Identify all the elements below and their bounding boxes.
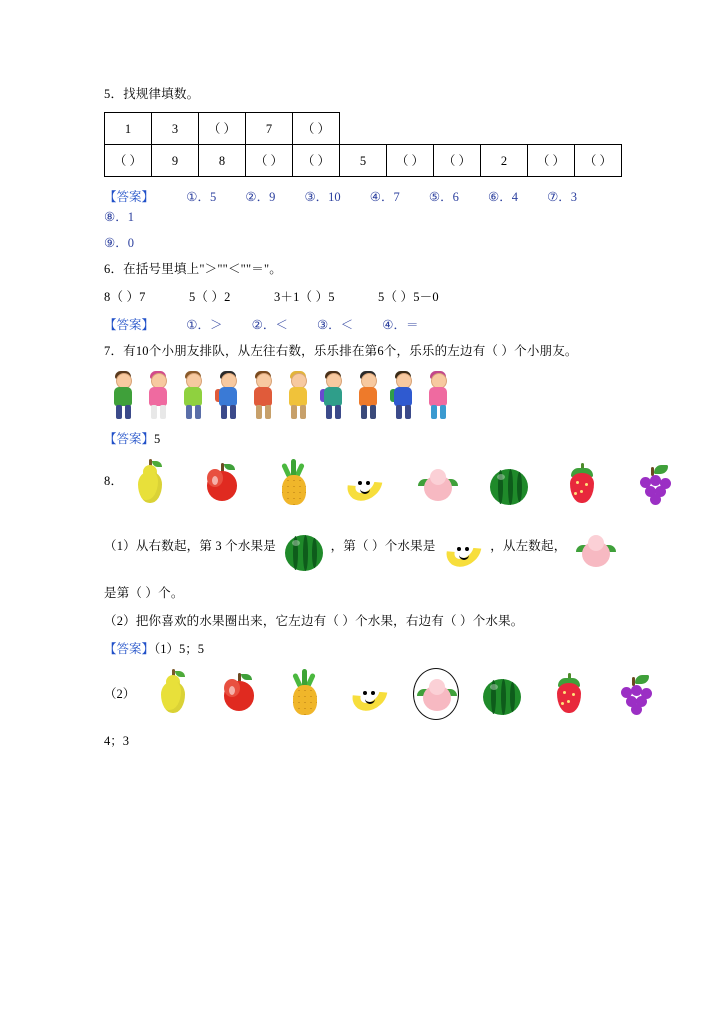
answer-item: ④．7 — [369, 190, 400, 204]
answer-item: ⑦．3 — [547, 190, 578, 204]
answer-tag: 【答案】 — [104, 318, 155, 332]
answer-tag: 【答案】 — [104, 432, 155, 446]
q6-item[interactable]: 5（ ）5－0 — [378, 290, 439, 304]
table-cell[interactable]: （ ） — [528, 145, 575, 177]
banana-icon — [441, 525, 485, 569]
answer-item: ②．＜ — [251, 318, 288, 332]
grapes-icon — [611, 669, 657, 717]
answer-item: ⑥．4 — [487, 190, 518, 204]
question-8-fruit-row-2 — [149, 665, 657, 721]
answer-item: ③．＜ — [316, 318, 354, 332]
table-cell[interactable]: （ ） — [293, 113, 340, 145]
answer-value: （1）5；5 — [154, 642, 205, 656]
banana-icon — [342, 459, 388, 507]
table-cell: 2 — [481, 145, 528, 177]
peach-icon — [572, 525, 616, 569]
peach-icon — [414, 459, 460, 507]
strawberry-icon — [558, 459, 604, 507]
table-cell[interactable]: （ ） — [199, 113, 246, 145]
table-cell[interactable]: （ ） — [434, 145, 481, 177]
answer-tag: 【答案】 — [104, 642, 155, 656]
watermelon-icon — [281, 525, 325, 569]
circled-fruit — [413, 669, 459, 717]
answer-item: ④．＝ — [382, 318, 419, 332]
table-cell: 7 — [246, 113, 293, 145]
answer-2-label: （2） — [104, 687, 136, 701]
question-7-answer — [104, 429, 624, 449]
question-7-title: 7．有10个小朋友排队，从左往右数，乐乐排在第6个，乐乐的左边有（ ）个小朋友。 — [104, 344, 578, 358]
question-8-sub1 — [104, 525, 624, 569]
question-8-sub1-cont[interactable]: 是第（ ）个。 — [104, 586, 184, 600]
apple-icon — [198, 459, 244, 507]
circle-mark-icon — [413, 668, 459, 720]
question-6-items — [104, 287, 624, 307]
grapes-icon — [630, 459, 676, 507]
table-cell[interactable]: （ ） — [105, 145, 152, 177]
banana-icon — [347, 669, 393, 717]
table-cell: 8 — [199, 145, 246, 177]
q6-item[interactable]: 3＋1（ ）5 — [273, 290, 335, 304]
answer-item: ⑨．0 — [104, 236, 134, 250]
pear-icon — [126, 459, 172, 507]
question-8-title: 8． — [104, 474, 124, 488]
question-6-answer — [104, 315, 624, 335]
table-cell[interactable]: （ ） — [293, 145, 340, 177]
table-cell: 3 — [152, 113, 199, 145]
q6-item[interactable]: 8（ ）7 — [104, 290, 146, 304]
pear-icon — [149, 669, 195, 717]
question-8-sub2[interactable]: （2）把你喜欢的水果圈出来，它左边有（ ）个水果，右边有（ ）个水果。 — [104, 614, 524, 628]
kid-figure — [423, 371, 453, 421]
question-5-table-row2 — [104, 144, 622, 177]
table-cell[interactable]: （ ） — [575, 145, 622, 177]
kid-figure — [143, 371, 173, 421]
q8-sub1-text-2[interactable]: ，第（ ）个水果是 — [330, 538, 436, 553]
answer-value: 5 — [154, 432, 161, 446]
document-content — [104, 84, 624, 751]
question-6-title: 6．在括号里填上"＞""＜""＝"。 — [104, 262, 282, 276]
pineapple-icon — [270, 459, 316, 507]
answer-tag: 【答案】 — [104, 190, 155, 204]
q8-sub1-text-3: ，从左数起， — [490, 538, 567, 553]
question-5-answer-line-2 — [104, 233, 624, 253]
kid-figure — [178, 371, 208, 421]
answer-item: ⑧．1 — [104, 210, 134, 224]
table-cell: 1 — [105, 113, 152, 145]
answer-item: ①．5 — [186, 190, 217, 204]
kids-illustration — [108, 369, 624, 421]
kid-figure — [353, 371, 383, 421]
kid-figure — [213, 371, 243, 421]
answer-item: ⑤．6 — [428, 190, 459, 204]
question-5-table-row1 — [104, 112, 340, 145]
question-5-answer-line-1 — [104, 187, 624, 227]
question-8-answer-2 — [104, 665, 624, 721]
answer-item: ①．＞ — [186, 318, 223, 332]
question-5-title: 5．找规律填数。 — [104, 87, 200, 101]
question-8-answer-1 — [104, 639, 624, 659]
table-cell: 5 — [340, 145, 387, 177]
answer-item: ②．9 — [245, 190, 276, 204]
question-8-answer-tail: 4；3 — [104, 734, 130, 748]
kid-figure — [108, 371, 138, 421]
apple-icon — [215, 669, 261, 717]
answer-item: ③．10 — [304, 190, 341, 204]
kid-figure — [318, 371, 348, 421]
watermelon-icon — [479, 669, 525, 717]
table-cell: 9 — [152, 145, 199, 177]
watermelon-icon — [486, 459, 532, 507]
kid-figure — [388, 371, 418, 421]
kid-figure — [248, 371, 278, 421]
q8-sub1-text-1: （1）从右数起，第 3 个水果是 — [104, 538, 276, 553]
pineapple-icon — [281, 669, 327, 717]
kid-figure — [283, 371, 313, 421]
q6-item[interactable]: 5（ ）2 — [188, 290, 231, 304]
table-cell[interactable]: （ ） — [387, 145, 434, 177]
table-cell[interactable]: （ ） — [246, 145, 293, 177]
question-8-fruit-row — [126, 455, 624, 511]
strawberry-icon — [545, 669, 591, 717]
